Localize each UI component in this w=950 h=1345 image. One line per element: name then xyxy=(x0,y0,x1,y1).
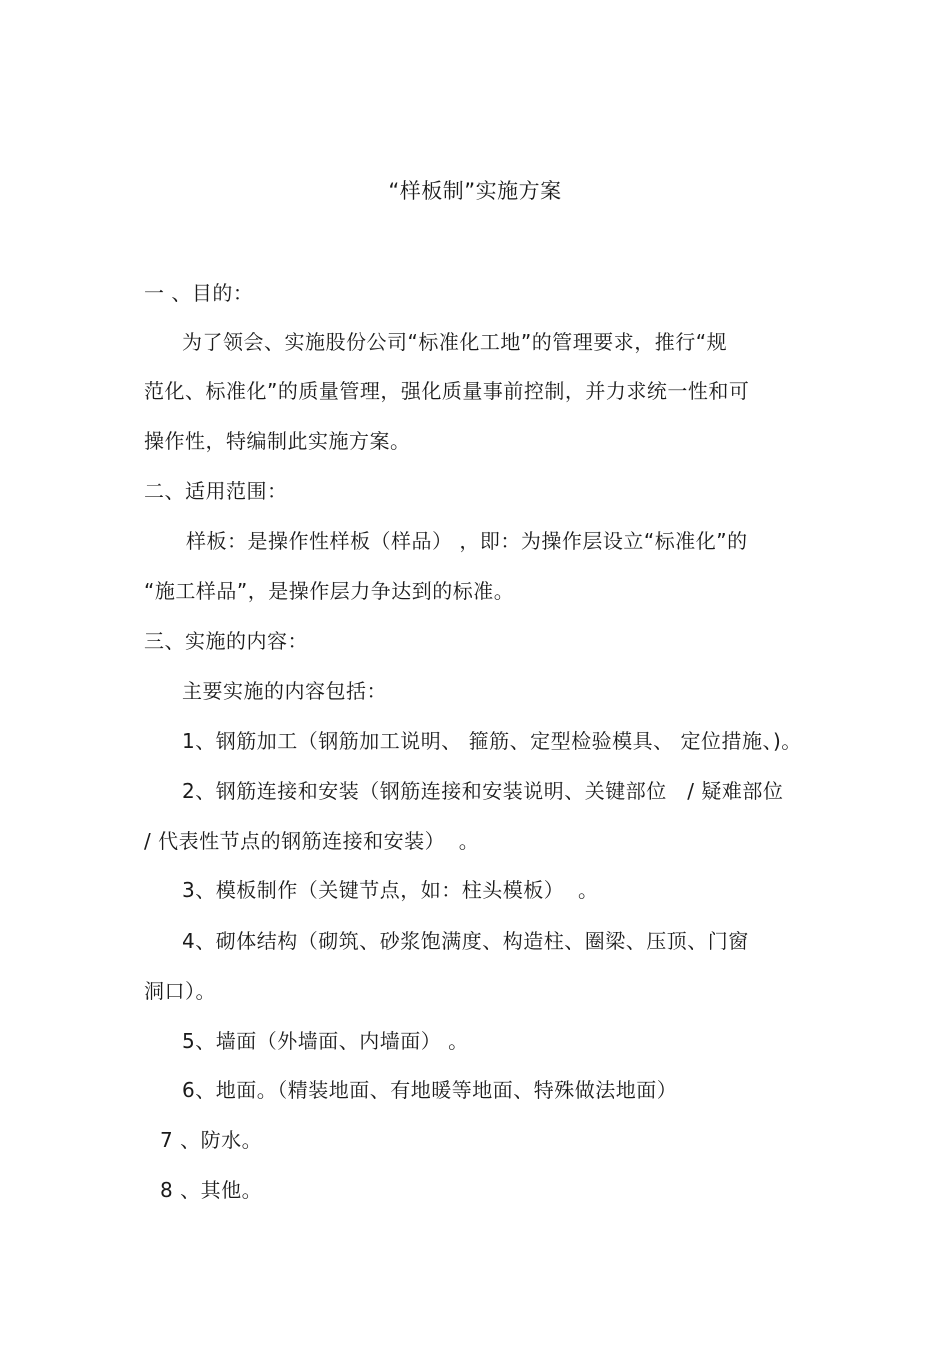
section-heading-purpose: 一 、目的： xyxy=(144,281,254,305)
section-heading-content: 三、实施的内容： xyxy=(144,629,308,653)
paragraph-line: 主要实施的内容包括： xyxy=(182,679,387,703)
list-item: 8 、其他。 xyxy=(160,1178,263,1202)
list-item: 3、模板制作（关键节点，如：柱头模板） 。 xyxy=(182,878,599,902)
list-item: 4、砌体结构（砌筑、砂浆饱满度、构造柱、圈梁、压顶、门窗 xyxy=(182,929,749,953)
list-item-continuation: / 代表性节点的钢筋连接和安装） 。 xyxy=(144,829,480,853)
list-item: 6、地面。（精装地面、有地暖等地面、特殊做法地面） xyxy=(182,1078,678,1102)
paragraph-line: 操作性，特编制此实施方案。 xyxy=(144,429,411,453)
list-item: 5、墙面（外墙面、内墙面） 。 xyxy=(182,1029,469,1053)
section-heading-scope: 二、适用范围： xyxy=(144,479,288,503)
paragraph-line: 范化、标准化”的质量管理，强化质量事前控制，并力求统一性和可 xyxy=(144,379,750,403)
paragraph-line: 样板：是操作性样板（样品） ，即：为操作层设立“标准化”的 xyxy=(186,529,748,553)
list-item: 7 、防水。 xyxy=(160,1128,263,1152)
paragraph-line: “施工样品”，是操作层力争达到的标准。 xyxy=(144,579,515,603)
paragraph-line: 为了领会、实施股份公司“标准化工地”的管理要求，推行“规 xyxy=(182,330,728,354)
list-item: 1、钢筋加工（钢筋加工说明、 箍筋、定型检验模具、 定位措施、)。 xyxy=(182,729,802,753)
document-title: “样板制”实施方案 xyxy=(388,179,562,203)
list-item-continuation: 洞口）。 xyxy=(144,979,216,1003)
list-item: 2、钢筋连接和安装（钢筋连接和安装说明、关键部位 / 疑难部位 xyxy=(182,779,784,803)
